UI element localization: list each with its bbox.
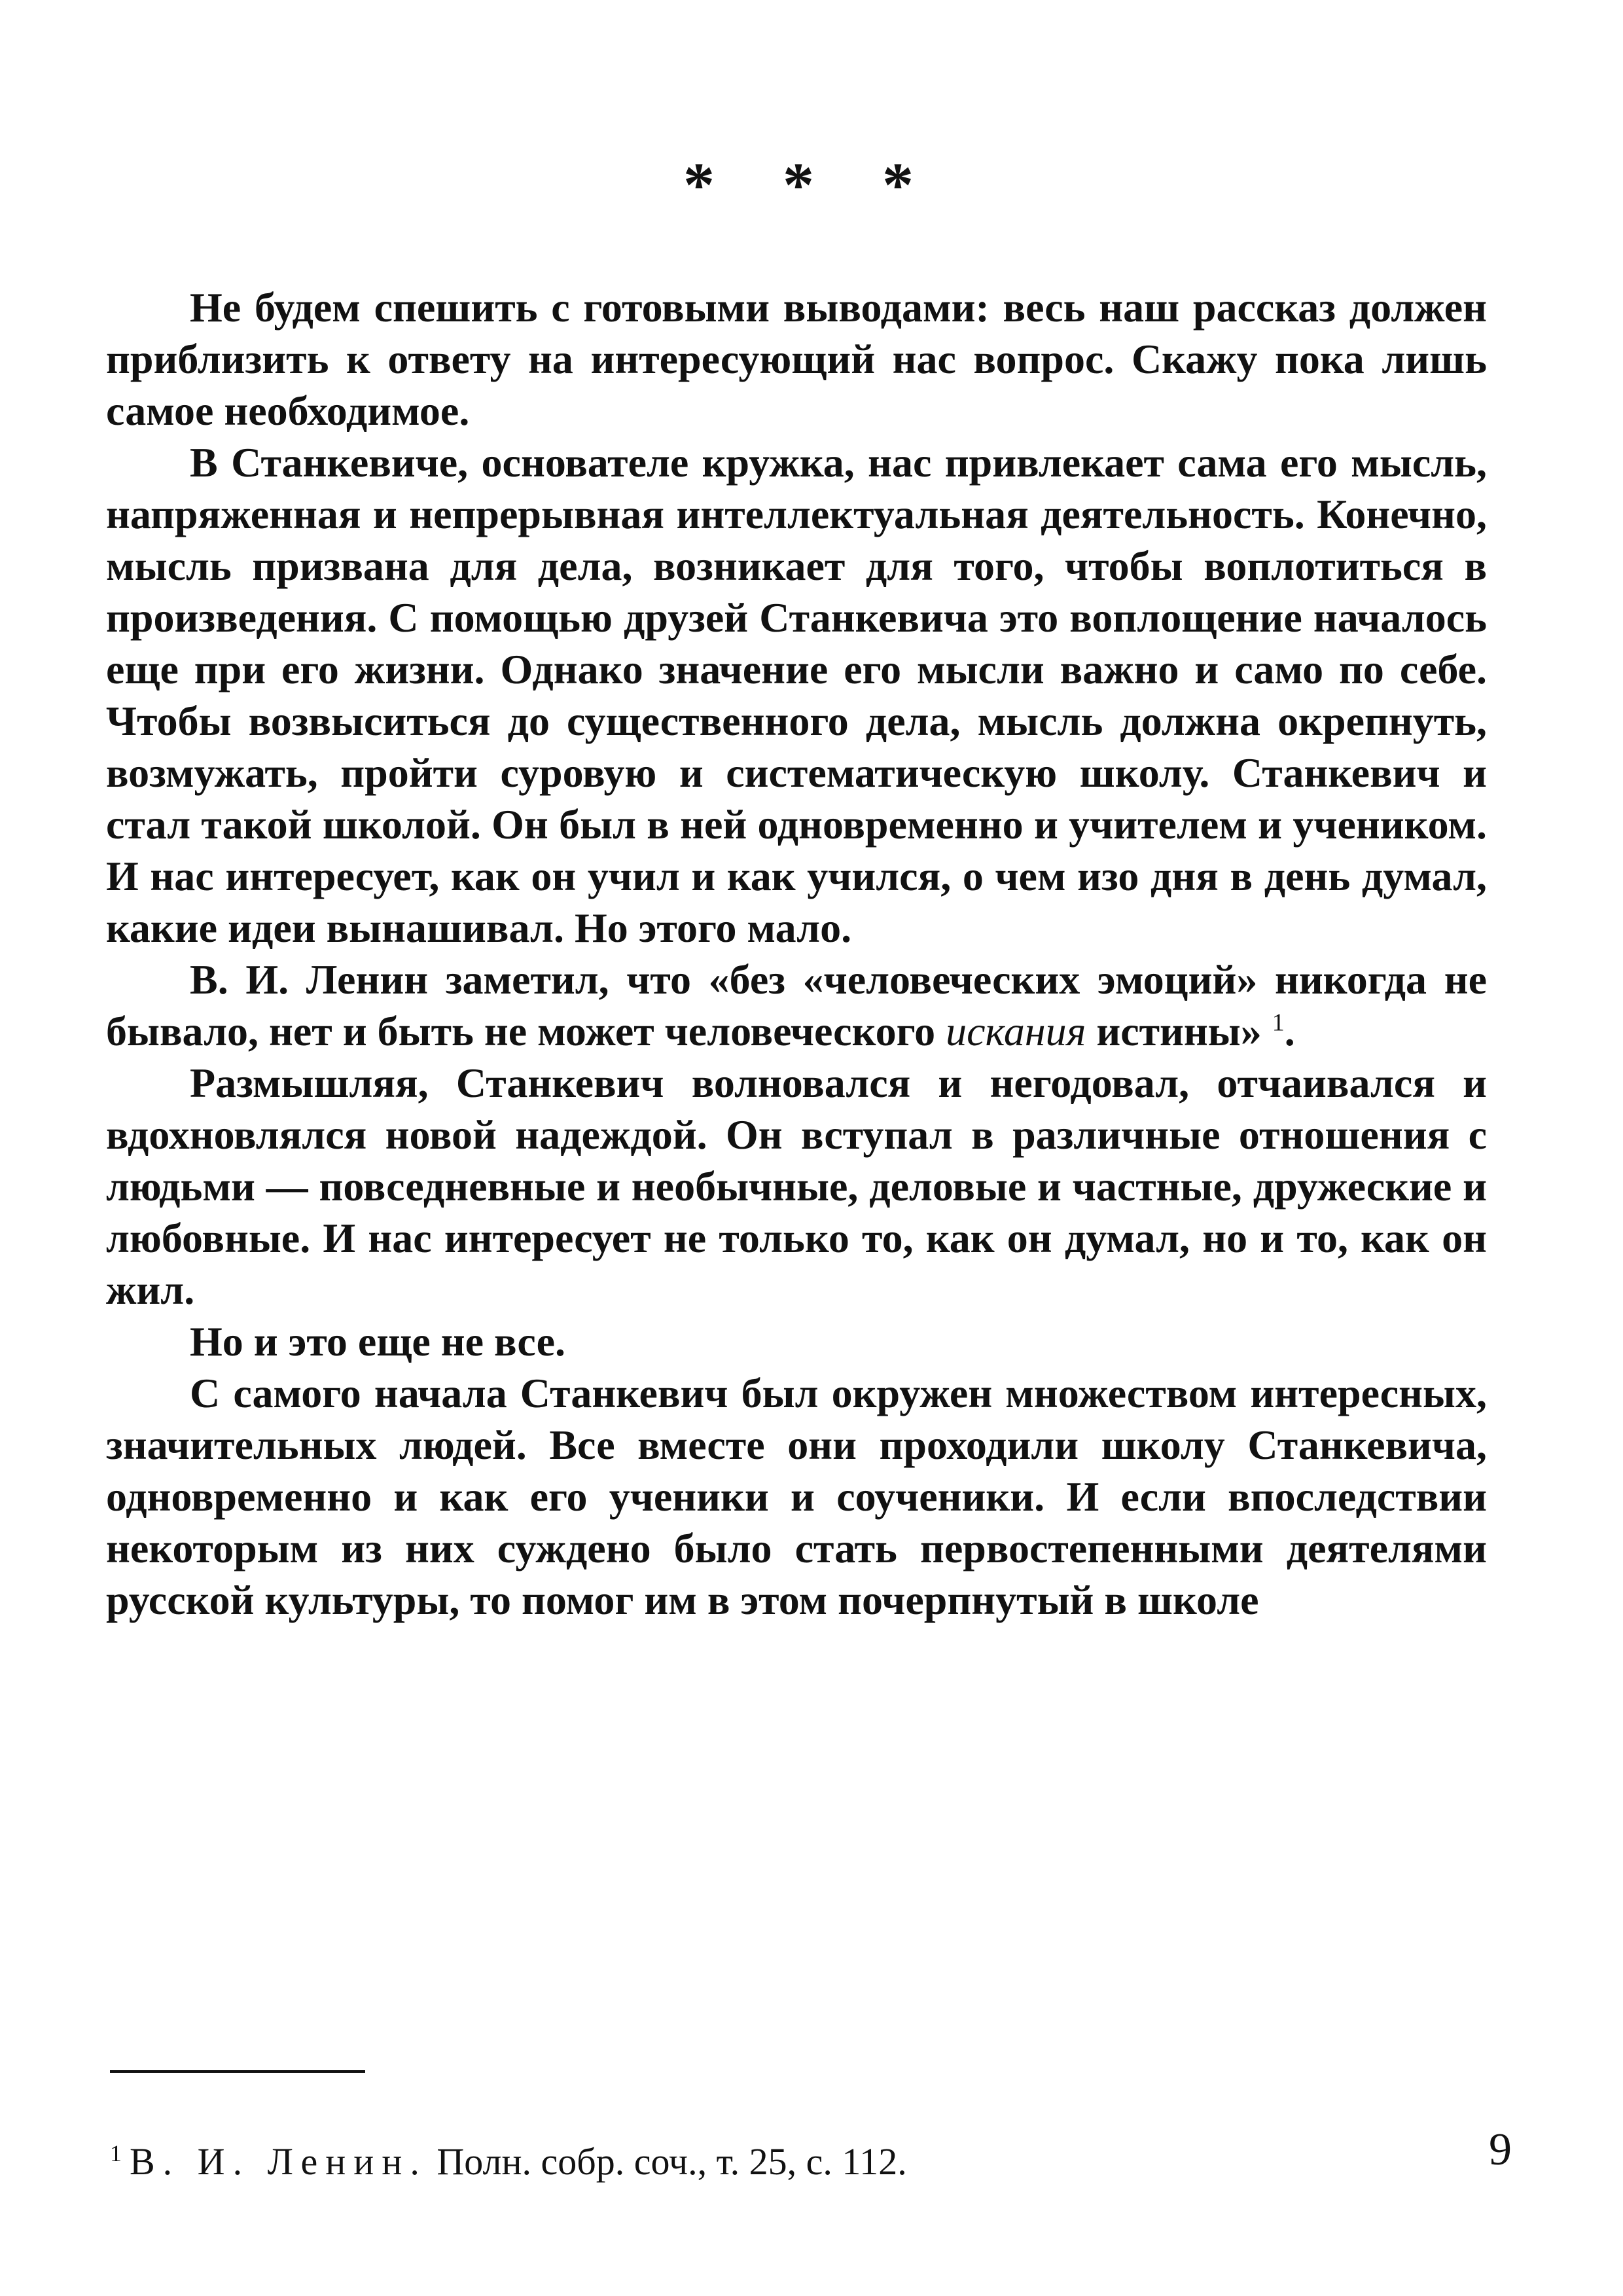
- footnote-divider: [110, 2070, 365, 2073]
- italic-word: искания: [946, 1008, 1086, 1054]
- footnote-marker: 1: [110, 2140, 122, 2166]
- page-number: 9: [1489, 2125, 1512, 2175]
- footnote-reference: 1: [1272, 1009, 1285, 1037]
- section-separator: * * *: [683, 150, 940, 220]
- footnote: [110, 2139, 1353, 2185]
- footnote-author: В. И. Ленин.: [130, 2140, 427, 2183]
- sentence-end: .: [1284, 1008, 1295, 1054]
- paragraph: В Станкевиче, основателе кружка, нас привлекает сама его мысль, напряженная и непрерывная интеллектуальная деятельность. Конечно, мысль призвана для дела, возникает для того, чтобы воплотиться в произведения. С помощью друзей Станкевича это воплощение началось еще при его жизни. Однако значение его мысли важно и само по себе. Чтобы возвыситься до существенного дела, мысль должна окрепнуть, возмужать, пройти суровую и систематическую школу. Станкевич и стал такой школой. Он был в ней одновременно и учителем и учеником. И нас интересует, как он учил и как учился, о чем изо дня в день думал, какие идеи вынашивал. Но этого мало.: [106, 439, 1487, 951]
- main-text: [106, 281, 1487, 1626]
- paragraph-with-quote: [106, 954, 1487, 1057]
- footnote-text: Полн. собр. соч., т. 25, с. 112.: [427, 2140, 907, 2183]
- paragraph: Размышляя, Станкевич волновался и негодовал, отчаивался и вдохновлялся новой надеждой. Он вступал в различные отношения с людьми — повседневные и необычные, деловые и частные, дружеские и любовные. И нас интересует не только то, как он думал, но и то, как он жил.: [106, 1060, 1487, 1313]
- paragraph: Не будем спешить с готовыми выводами: весь наш рассказ должен приблизить к ответу на интересующий нас вопрос. Скажу пока лишь самое необходимое.: [106, 284, 1487, 434]
- quote-text: В. И. Ленин заметил, что «без «человеческих эмоций» никогда не бывало, нет и быть не может человеческого: [106, 956, 1487, 1054]
- paragraph: С самого начала Станкевич был окружен множеством интересных, значительных людей. Все вместе они проходили школу Станкевича, одновременно и как его ученики и соученики. И если впоследствии некоторым из них суждено было стать первостепенными деятелями русской культуры, то помог им в этом почерпнутый в школе: [106, 1370, 1487, 1623]
- quote-end: истины»: [1086, 1008, 1262, 1054]
- paragraph: Но и это еще не все.: [190, 1318, 565, 1365]
